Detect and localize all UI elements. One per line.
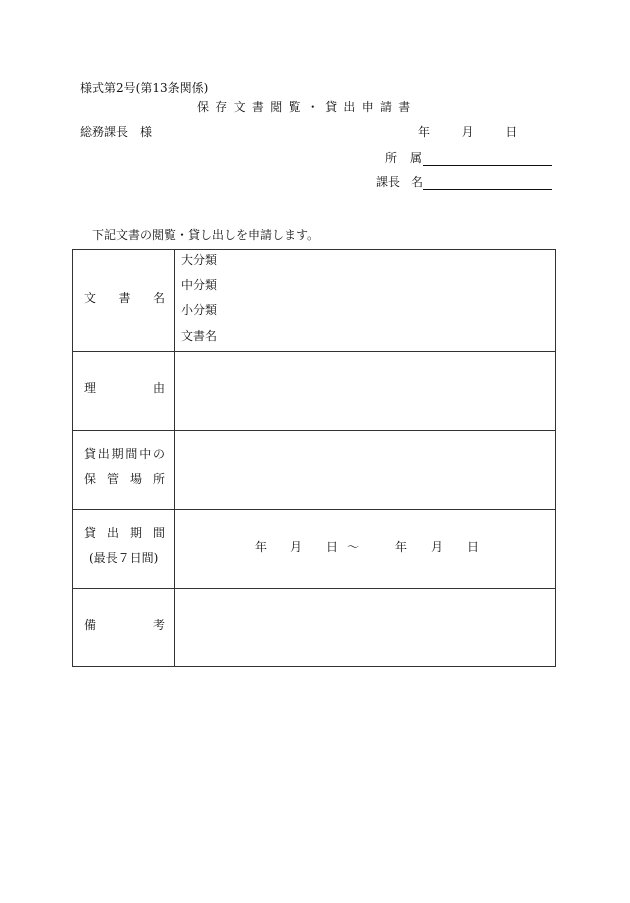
end-year-label: 年	[395, 540, 408, 554]
lending-period-row	[73, 510, 555, 589]
middle-category-label: 中分類	[181, 278, 218, 292]
start-month-label: 月	[290, 540, 303, 554]
section-chief-row	[376, 175, 553, 191]
start-year-label: 年	[255, 540, 268, 554]
addressee: 総務課長 様	[80, 125, 153, 139]
reason-cell[interactable]	[174, 352, 555, 430]
form-number: 様式第2号(第13条関係)	[80, 81, 209, 95]
end-day-label: 日	[467, 540, 480, 554]
storage-location-cell[interactable]	[174, 431, 555, 509]
document-title-label: 文書名	[181, 329, 218, 343]
lending-period-cell[interactable]	[174, 510, 555, 588]
max-period-note: (最長７日間)	[89, 551, 159, 565]
document-name-header: 文 書 名	[73, 250, 175, 351]
section-chief-field[interactable]	[423, 189, 552, 190]
section-chief-label-2: 名	[411, 175, 424, 189]
period-separator: ～	[347, 540, 360, 554]
department-row	[385, 151, 553, 167]
document-name-cell[interactable]	[174, 250, 555, 351]
department-label-2: 属	[410, 151, 423, 165]
end-month-label: 月	[431, 540, 444, 554]
date-month-label: 月	[461, 125, 474, 139]
intro-text: 下記文書の閲覧・貸し出しを申請します。	[92, 228, 320, 242]
department-field[interactable]	[423, 165, 552, 166]
department-label-1: 所	[385, 151, 398, 165]
remarks-row	[73, 589, 555, 666]
page-title: 保存文書閲覧・貸出申請書	[197, 100, 417, 114]
major-category-label: 大分類	[181, 253, 218, 267]
request-table	[72, 249, 556, 667]
storage-location-row	[73, 431, 555, 510]
document-name-row	[73, 250, 555, 352]
remarks-header: 備 考	[73, 589, 175, 666]
reason-header: 理 由	[73, 352, 175, 430]
minor-category-label: 小分類	[181, 303, 218, 317]
reason-row	[73, 352, 555, 431]
start-day-label: 日	[326, 540, 339, 554]
storage-location-header: 貸 出 期 間 中 の 保 管 場 所	[73, 431, 175, 509]
date-day-label: 日	[505, 125, 518, 139]
remarks-cell[interactable]	[174, 589, 555, 666]
section-chief-label-1: 課長	[376, 175, 401, 189]
date-year-label: 年	[418, 125, 431, 139]
lending-period-header: 貸 出 期 間 (最長７日間)	[73, 510, 175, 588]
submission-date[interactable]	[418, 125, 517, 139]
